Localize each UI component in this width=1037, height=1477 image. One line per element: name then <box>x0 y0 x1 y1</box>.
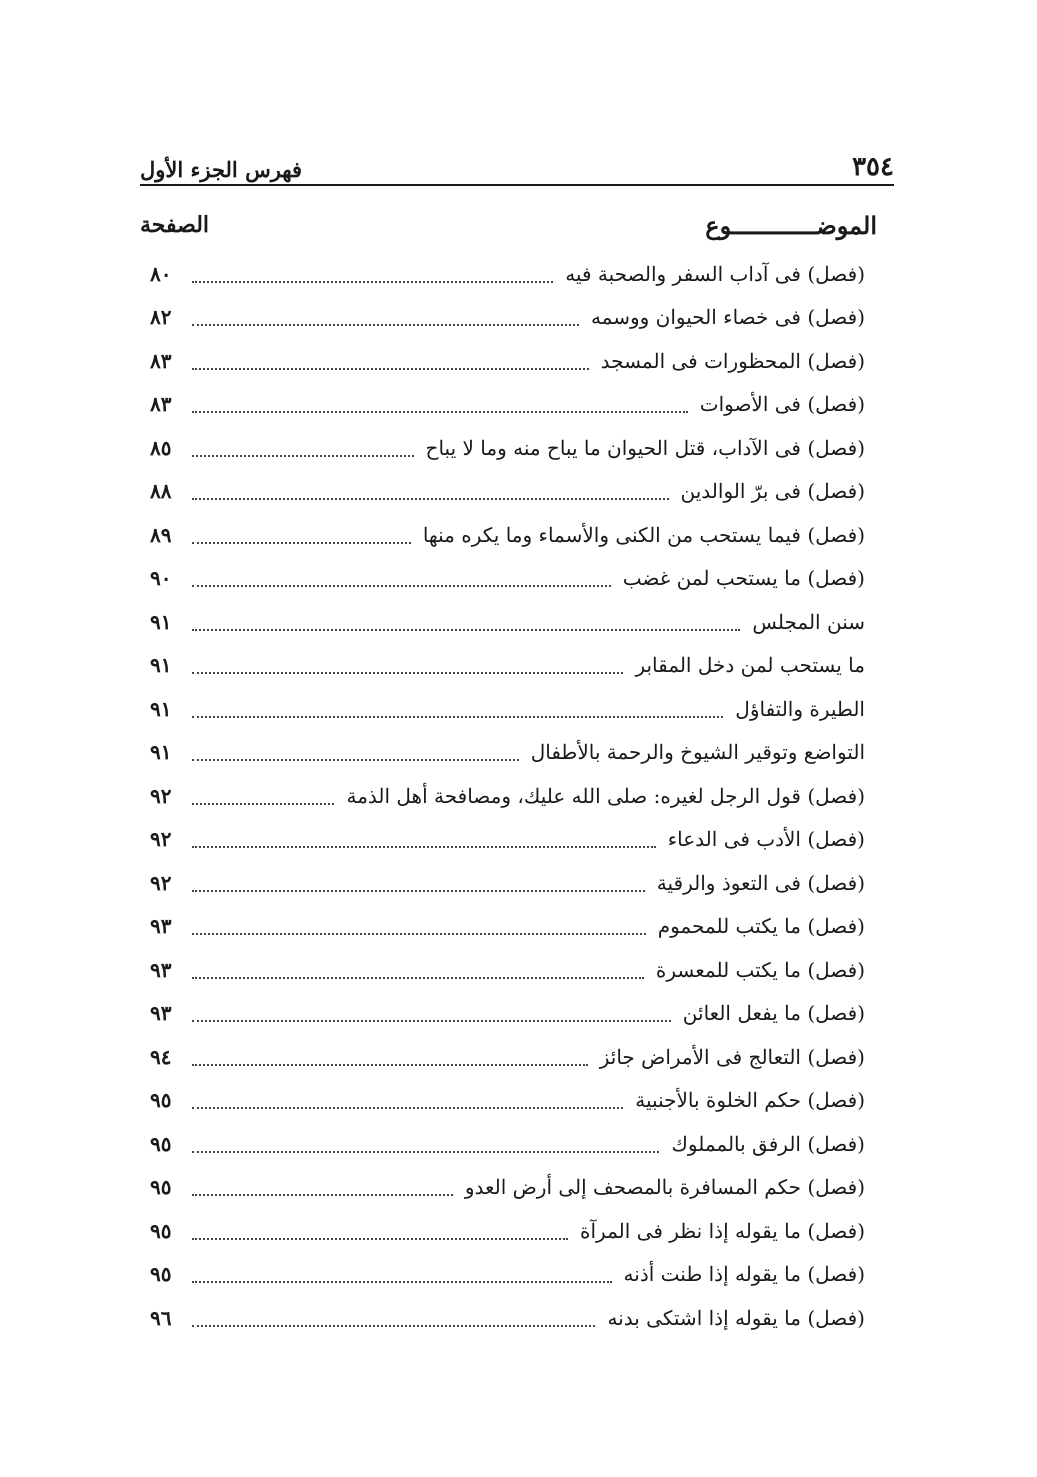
toc-entry-page-number: ٩٥ <box>150 1131 172 1156</box>
column-headers <box>140 205 877 245</box>
toc-entry <box>150 600 865 644</box>
toc-entry-title: (فصل) ما يقوله إذا اشتكى بدنه <box>607 1305 865 1330</box>
toc-entry-title: (فصل) فى برّ الوالدين <box>680 479 865 504</box>
dot-leader <box>192 878 645 892</box>
toc-entry-title: ما يستحب لمن دخل المقابر <box>635 653 865 678</box>
dot-leader <box>192 1182 453 1196</box>
toc-entry <box>150 296 865 340</box>
page-number: ٣٥٤ <box>852 152 894 182</box>
dot-leader <box>192 1052 588 1066</box>
dot-leader <box>192 486 669 500</box>
dot-leader <box>192 312 579 326</box>
dot-leader <box>192 1313 595 1327</box>
toc-entry-page-number: ٩١ <box>150 740 172 765</box>
toc-entry-title: (فصل) الأدب فى الدعاء <box>667 827 865 852</box>
toc-entry-title: (فصل) التعالج فى الأمراض جائز <box>599 1044 865 1069</box>
toc-entry-title: الطيرة والتفاؤل <box>735 696 865 721</box>
toc-entry-title: (فصل) فيما يستحب من الكنى والأسماء وما يكره منها <box>422 522 865 547</box>
toc-entry <box>150 905 865 949</box>
toc-entry-page-number: ٨٥ <box>150 435 172 460</box>
dot-leader <box>192 1139 659 1153</box>
toc-entry-page-number: ٨٢ <box>150 305 172 330</box>
toc-entry-title: (فصل) قول الرجل لغيره: صلى الله عليك، ومصافحة أهل الذمة <box>346 783 865 808</box>
toc-entry <box>150 644 865 688</box>
dot-leader <box>192 443 414 457</box>
toc-entry <box>150 948 865 992</box>
dot-leader <box>192 704 723 718</box>
dot-leader <box>192 356 589 370</box>
toc-entry-page-number: ٩١ <box>150 609 172 634</box>
toc-entry-title: (فصل) المحظورات فى المسجد <box>600 348 865 373</box>
dot-leader <box>192 399 688 413</box>
page-column-header: الصفحة <box>140 212 210 238</box>
toc-entry <box>150 1122 865 1166</box>
toc-entry <box>150 383 865 427</box>
toc-entry-title: (فصل) فى خصاء الحيوان ووسمه <box>590 305 865 330</box>
toc-entry <box>150 861 865 905</box>
toc-entry-title: (فصل) الرفق بالمملوك <box>671 1131 865 1156</box>
subject-column-header: الموضــــــــــــوع <box>705 210 877 240</box>
toc-entry-page-number: ٩١ <box>150 696 172 721</box>
toc-entry <box>150 557 865 601</box>
toc-entry-page-number: ٨٠ <box>150 261 172 286</box>
dot-leader <box>192 834 656 848</box>
toc-entry-title: (فصل) ما يستحب لمن غضب <box>622 566 865 591</box>
toc-entry-page-number: ٩٣ <box>150 1001 172 1026</box>
dot-leader <box>192 660 623 674</box>
toc-entry-title: (فصل) حكم المسافرة بالمصحف إلى أرض العدو <box>464 1175 865 1200</box>
toc-entry-title: التواضع وتوقير الشيوخ والرحمة بالأطفال <box>530 740 865 765</box>
toc-entry-page-number: ٩٥ <box>150 1262 172 1287</box>
running-title: فهرس الجزء الأول <box>140 157 303 182</box>
toc-entry-title: (فصل) ما يقوله إذا نظر فى المرآة <box>580 1218 865 1243</box>
dot-leader <box>192 1269 612 1283</box>
dot-leader <box>192 921 646 935</box>
dot-leader <box>192 791 334 805</box>
toc-entry-page-number: ٩١ <box>150 653 172 678</box>
toc-entry <box>150 513 865 557</box>
toc-entry <box>150 252 865 296</box>
toc-entry-page-number: ٩٣ <box>150 914 172 939</box>
toc-entry-page-number: ٨٩ <box>150 522 172 547</box>
toc-entry-title: (فصل) حكم الخلوة بالأجنبية <box>635 1088 865 1113</box>
toc-entry-page-number: ٩٠ <box>150 566 172 591</box>
toc-entry-page-number: ٩٥ <box>150 1218 172 1243</box>
dot-leader <box>192 1095 623 1109</box>
toc-entry-page-number: ٩٤ <box>150 1044 172 1069</box>
toc-entry-title: سنن المجلس <box>752 609 865 634</box>
toc-entry <box>150 1035 865 1079</box>
toc-entry <box>150 470 865 514</box>
toc-entry-title: (فصل) فى آداب السفر والصحبة فيه <box>565 261 865 286</box>
toc-entry-title: (فصل) ما يفعل العائن <box>682 1001 865 1026</box>
toc-entry <box>150 992 865 1036</box>
toc-entry-title: (فصل) فى الأصوات <box>699 392 865 417</box>
toc-entry-page-number: ٨٣ <box>150 392 172 417</box>
toc-entry <box>150 1209 865 1253</box>
dot-leader <box>192 530 411 544</box>
toc-entry-page-number: ٨٨ <box>150 479 172 504</box>
toc-entry <box>150 818 865 862</box>
toc-entry-title: (فصل) ما يكتب للمحموم <box>657 914 865 939</box>
toc-entry <box>150 1166 865 1210</box>
running-header <box>140 140 894 186</box>
dot-leader <box>192 1008 671 1022</box>
toc-entry-page-number: ٩٥ <box>150 1175 172 1200</box>
dot-leader <box>192 617 740 631</box>
toc-entry <box>150 687 865 731</box>
toc-entry <box>150 1253 865 1297</box>
toc-entry-page-number: ٩٢ <box>150 870 172 895</box>
toc-entry <box>150 339 865 383</box>
toc-entry-page-number: ٩٣ <box>150 957 172 982</box>
toc-entry <box>150 1296 865 1340</box>
toc-entry-page-number: ٩٢ <box>150 827 172 852</box>
toc-entry <box>150 774 865 818</box>
toc-entry <box>150 426 865 470</box>
toc-entry-title: (فصل) فى الآداب، قتل الحيوان ما يباح منه وما لا يباح <box>425 435 865 460</box>
toc-entry-page-number: ٩٥ <box>150 1088 172 1113</box>
toc-entry-title: (فصل) ما يقوله إذا طنت أذنه <box>623 1262 865 1287</box>
toc-entry-title: (فصل) ما يكتب للمعسرة <box>655 957 865 982</box>
dot-leader <box>192 269 553 283</box>
dot-leader <box>192 965 644 979</box>
toc-entry <box>150 731 865 775</box>
dot-leader <box>192 573 611 587</box>
toc-entry <box>150 1079 865 1123</box>
dot-leader <box>192 1226 568 1240</box>
toc-entry-title: (فصل) فى التعوذ والرقية <box>656 870 865 895</box>
toc-entry-page-number: ٨٣ <box>150 348 172 373</box>
dot-leader <box>192 747 519 761</box>
table-of-contents <box>150 252 865 1340</box>
toc-entry-page-number: ٩٦ <box>150 1305 172 1330</box>
toc-entry-page-number: ٩٢ <box>150 783 172 808</box>
